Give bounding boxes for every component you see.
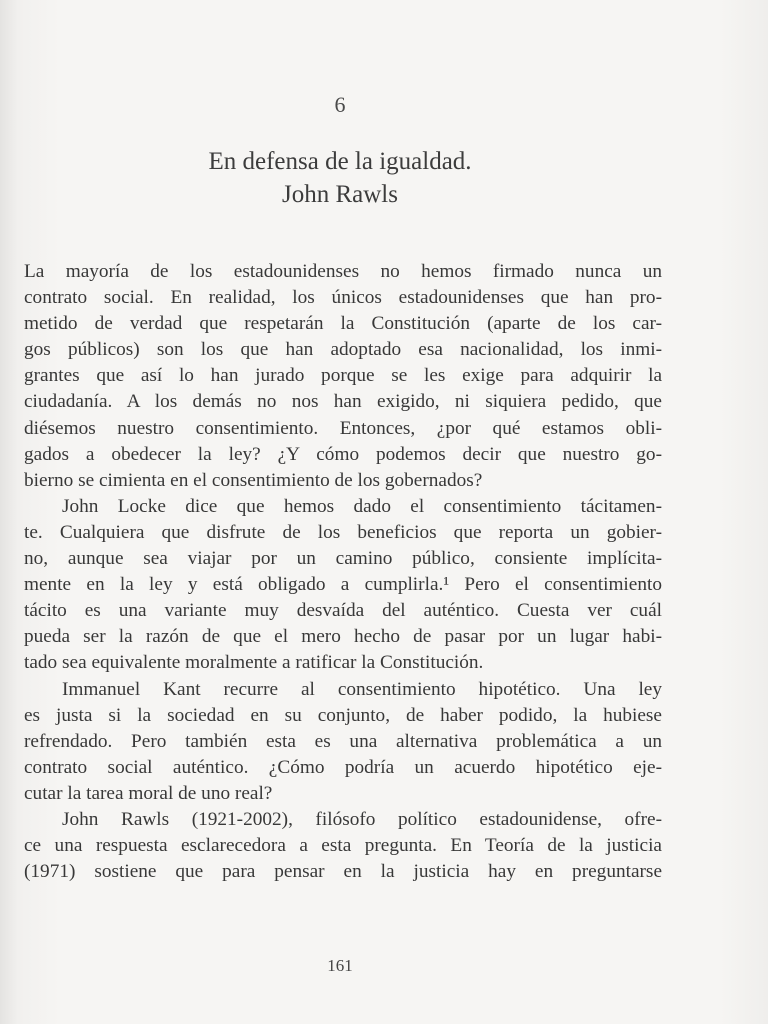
text-line: es justa si la sociedad en su conjunto, de haber podido, la hubiese — [24, 704, 662, 726]
text-line: refrendado. Pero también esta es una alternativa problemática a un — [24, 730, 662, 752]
text-line: gos públicos) son los que han adoptado esa nacionalidad, los inmi- — [24, 339, 662, 361]
chapter-title-line-1: En defensa de la igualdad. — [208, 148, 472, 175]
text-line: metido de verdad que respetarán la Constitución (aparte de los car- — [24, 313, 662, 335]
text-line: bierno se cimienta en el consentimiento de los gobernados? — [24, 469, 483, 491]
chapter-number: 6 — [334, 92, 346, 117]
text-line: contrato social. En realidad, los únicos estadounidenses que han pro- — [24, 287, 662, 309]
text-line: tácito es una variante muy desvaída del auténtico. Cuesta ver cuál — [24, 600, 662, 622]
text-line: ce una respuesta esclarecedora a esta pregunta. En Teoría de la justicia — [24, 835, 662, 857]
text-line: cutar la tarea moral de uno real? — [24, 782, 273, 804]
chapter-title — [0, 145, 680, 211]
text-line: La mayoría de los estadounidenses no hemos firmado nunca un — [24, 261, 662, 282]
text-line: gados a obedecer la ley? ¿Y cómo podemos decir que nuestro go- — [24, 443, 662, 465]
text-line: contrato social auténtico. ¿Cómo podría un acuerdo hipotético eje- — [24, 756, 662, 778]
text-line: (1971) sostiene que para pensar en la justicia hay en preguntarse — [24, 861, 662, 883]
text-line: John Locke dice que hemos dado el consentimiento tácitamen- — [62, 495, 662, 517]
text-line: John Rawls (1921-2002), filósofo político estadounidense, ofre- — [62, 808, 662, 830]
text-line: diésemos nuestro consentimiento. Entonces, ¿por qué estamos obli- — [24, 417, 662, 439]
text-line: Immanuel Kant recurre al consentimiento hipotético. Una ley — [62, 678, 662, 700]
text-line: te. Cualquiera que disfrute de los beneficios que reporta un gobier- — [24, 521, 662, 543]
text-line: pueda ser la razón de que el mero hecho de pasar por un lugar habi- — [24, 626, 662, 648]
chapter-title-line-2: John Rawls — [282, 181, 398, 208]
text-line: ciudadanía. A los demás no nos han exigido, ni siquiera pedido, que — [24, 391, 662, 413]
page-number: 161 — [327, 956, 353, 975]
text-line: no, aunque sea viajar por un camino público, consiente implícita- — [24, 548, 662, 570]
text-line: grantes que así lo han jurado porque se les exige para adquirir la — [24, 365, 662, 387]
text-line: tado sea equivalente moralmente a ratificar la Constitución. — [24, 652, 484, 674]
text-line: mente en la ley y está obligado a cumplirla.¹ Pero el consentimiento — [24, 574, 662, 596]
body-text — [24, 259, 662, 885]
